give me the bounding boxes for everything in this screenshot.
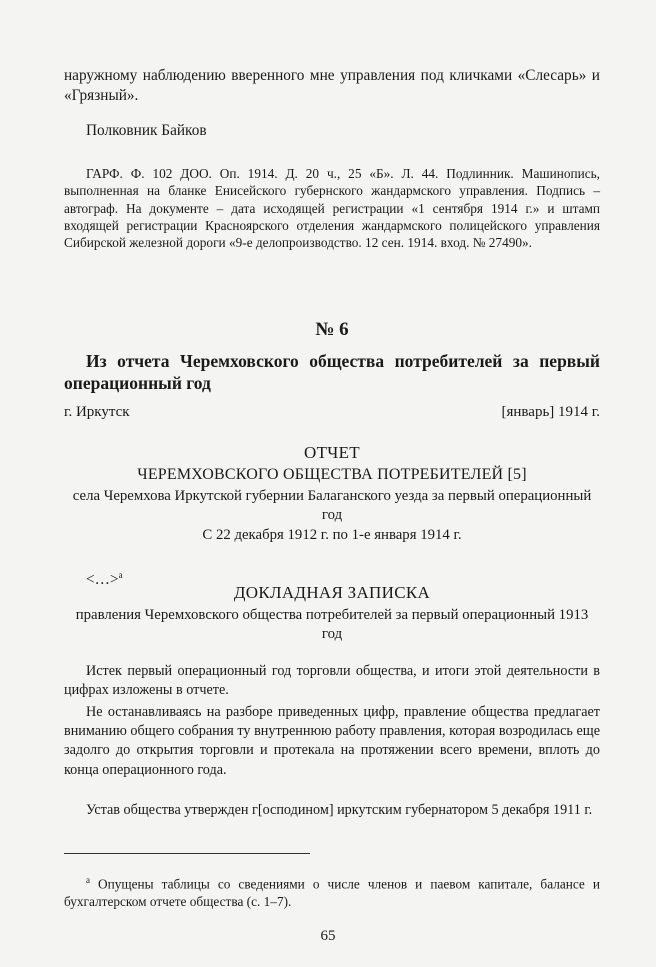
place-date-row [64,404,600,421]
body-paragraph: Устав общества утвержден г[осподином] иркутским губернатором 5 декабря 1911 г. [86,802,593,818]
report-period: С 22 декабря 1912 г. по 1-е января 1914 г. [202,527,462,543]
source-note: ГАРФ. Ф. 102 ДОО. Оп. 1914. Д. 20 ч., 25 «Б». Л. 44. Подлинник. Машинопись, выполненная на бланке Енисейского губернского жандармского управления. Подпись – автограф. На документе – дата исходящей регистрации «1 сентября 1914 г.» и штамп входящей регистрации Красноярского отделения жандармского полицейского управления Сибирской железной дороги «9-е делопроизводство. 12 сен. 1914. вход. № 27490». [64,166,600,251]
document-heading: Из отчета Черемховского общества потребителей за первый операционный год [64,351,600,393]
report-title: ОТЧЕТ [304,443,360,462]
report-subtitle: ЧЕРЕМХОВСКОГО ОБЩЕСТВА ПОТРЕБИТЕЛЕЙ [5] [137,466,527,483]
document-number: № 6 [315,319,349,340]
body-paragraph: Истек первый операционный год торговли общества, и итоги этой деятельности в цифрах изложены в отчете. [64,663,600,699]
page-number: 65 [320,928,336,944]
continuation-paragraph: наружному наблюдению вверенного мне управления под кличками «Слесарь» и «Грязный». [64,67,600,104]
footnote-mark: а [86,875,90,885]
footnote [64,872,600,910]
footnote-divider [64,853,310,854]
report-description: села Черемхова Иркутской губернии Балаганского уезда за первый операционный год [72,488,592,523]
footnote-text: Опущены таблицы со сведениями о числе членов и паевом капитале, балансе и бухгалтерском отчете общества (с. 1–7). [64,876,600,909]
memo-title: ДОКЛАДНАЯ ЗАПИСКА [233,583,431,602]
date: [январь] 1914 г. [501,404,600,420]
memo-description: правления Черемховского общества потребителей за первый операционный 1913 год [75,607,589,642]
signature: Полковник Байков [86,122,207,139]
omission-marker: <…>$^а$ [86,570,123,589]
footnote-ref: а [118,570,123,580]
body-paragraph: Не останавливаясь на разборе приведенных цифр, правление общества предлагает вниманию общего собрания ту внутреннюю работу правления, которая возродилась еще задолго до открытия торговли и протекала на протяжении всего времени, вплоть до конца операционного года. [64,704,600,778]
place: г. Иркутск [64,404,130,420]
